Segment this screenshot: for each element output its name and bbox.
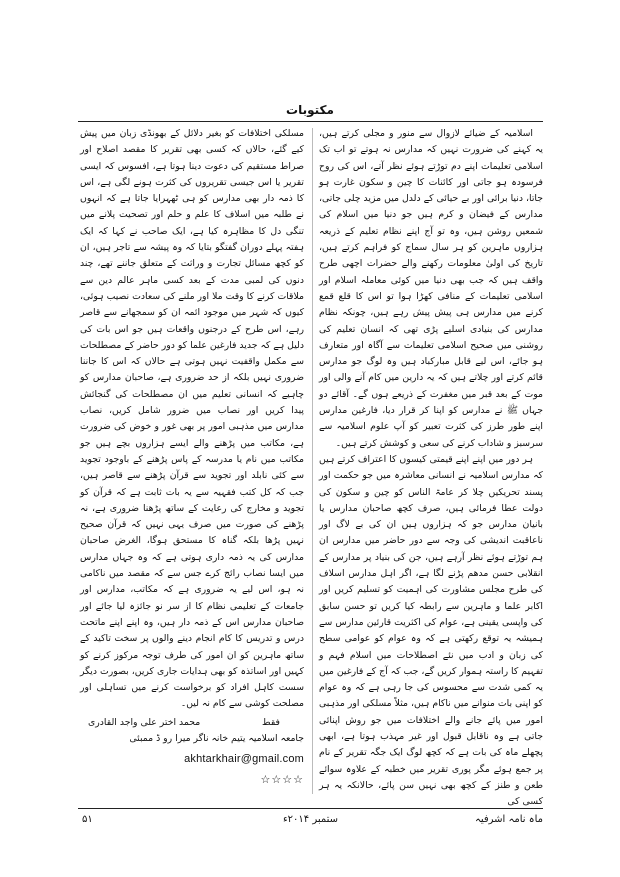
signature-label: فقط <box>262 716 280 728</box>
left-column <box>80 126 304 798</box>
footer-magazine-name: ماہ نامہ اشرفیہ <box>475 814 543 825</box>
footer-page-number: ۵۱ <box>82 814 93 825</box>
signature-institution: جامعہ اسلامیہ یتیم خانہ ناگر میرا رو ڈ ممبئی <box>129 732 304 744</box>
left-column-paragraph-1: مسلکی اختلافات کو بغیر دلائل کے بھونڈی زبان میں پیش کیے گئے، حالاں کہ کسی بھی تقریر کا مقصد اصلاح اور صراط مستقیم کی دعوت دینا ہوتا ہے، افسوس کہ ایسی تقریر یا اس جیسی تقریروں کی کثرت ہونے لگی ہے، اس کا ذمہ دار بھی مدارس کو ہی ٹھہرایا جاتا ہے کہ انہوں نے طلبہ میں اسلاف کا علم و حلم اور تصحیت پلانے میں تنگی دل کا مظاہرہ کیا ہے، ایک صاحب نے کہا کہ ایک ہفتہ پہلے دوران گفتگو بتایا کہ وہ پیشہ سے تاجر ہیں، ان کو کچھ مسائل تجارت و وراثت کے متعلق جاننے تھے، چند دنوں کی لمبی مدت کے بعد کسی ماہر عالم دین سے ملاقات کرنے کا وقت ملا اور ملنے کی سعادت نصیب ہوئی، کیوں کہ شہر میں موجود ائمہ ان کو سمجھانے سے قاصر رہے، اس طرح کے درجنوں واقعات ہیں جو اس بات کی دلیل ہے کہ جدید فارغین علما کو دور حاضر کے مصطلحات سے مکمل واقفیت نہیں ہوتی ہے حالاں کہ اس کا جاننا ضروری نہیں بلکہ از حد ضروری ہے، صاحبان مدارس کو چاہیے کہ انسانی تعلیم میں ان مصطلحات کی گنجائش پیدا کریں اور نصاب میں ضرور شامل کریں، نصاب مدارس میں مذہبی امور پر بھی غور و خوض کی ضرورت ہے، مکاتب میں پڑھنے والے ایسے ہزاروں بچے ہیں جو مکاتب میں نام یا مدرسہ کے پاس پڑھنے کے باوجود تجوید سے کئی نابلد اور تجوید سے قرآن پڑھنے سے قاصر ہیں، جب کہ کل کتب فقہیہ سے یہ بات ثابت ہے کہ قرآن کو تجوید و مخارج کی رعایت کے ساتھ پڑھنا ضروری ہے، نہ پڑھنے کی صورت میں صرف یہی نہیں کہ قرآن صحیح نہیں پڑھا بلکہ گناہ کا مستحق ہوگا، الغرض صاحبان مدارس کی یہ ذمہ داری ہوتی ہے کہ وہ جہاں مدارس میں ایسا نصاب رائج کرے جس سے کہ مقصد میں ناکامی نہ ہو، اس لیے یہ ضروری ہے کہ مکاتب، مدارس اور جامعات کے تعلیمی نظام کا از سر نو جائزہ لیا جائے اور صاحبان مدارس اس کے ذمہ دار ہیں، وہ اپنے اپنے ماتحت درس و تدریس کا کام انجام دینے والوں پر سخت تاکید کے ساتھ ماہرین کو ان امور کی طرف توجہ مرکوز کرنے کو کہیں اور اساتذہ کو بھی ہدایات جاری کریں، بصورت دیگر سست کاہل افراد کو برخواست کرنے میں تساہلی اور مصلحت کوشی سے کام نہ لیں۔ <box>80 128 304 710</box>
column-divider <box>312 128 313 794</box>
footer-issue-date: ستمبر ۲۰۱۴ء <box>282 814 339 825</box>
letter-signature <box>80 715 304 788</box>
right-column-paragraph-2: ہر دور میں اپنے اپنے قیمتی کیسوں کا اعتراف کرتے ہیں کہ مدارس اسلامیہ نے انسانی معاشرہ میں جو حکمت اور پسند تحریکیں چلا کر عامۃ الناس کو چین و سکون کی دولت عطا فرمائی ہیں، صرف کچھ صاحبان مدارس یا بانیان مدارس جو کہ ہزاروں ہیں ان کی بے لاگ اور ناعاقبت اندیشی کی وجہ سے دور حاضر میں مدارس ان ہم توڑتے ہوئے نظر آرہے ہیں، جن کی بنیاد پر مدارس کے انقلابی حسن مدھم پڑنے لگا ہے، اگر اہل مدارس اسلاف کی طرح مجلس مشاورت کی اہمیت کو تسلیم کریں اور اکابر علما و ماہرین سے رابطہ کیا کریں تو حسن سابق کی واپسی یقینی ہے، عوام کی اکثریت قارئین مدارس سے ہمیشہ یہ توقع رکھتی ہے کہ وہ عوام کو عوامی سطح کی زبان و ادب میں نئے اصطلاحات میں اسلام فہم و تفہیم کا راستہ ہموار کریں گے، جب کہ آج کے فارغین میں یہ کمی شدت سے محسوس کی جا رہی ہے کہ وہ عوام کو اپنی بات منوانے میں ناکام ہیں، مثلاً مسلکی اور مذہبی امور میں پائے جانے والے اختلافات میں جو روش اپنائی جاتی ہے وہ ناقابل قبول اور غیر مہذب ہوتا ہے، ابھی پچھلے ماہ کی بات ہے کہ کچھ لوگ ایک جگہ تقریر کے نام پر جمع ہوئے مگر پوری تقریر میں خطبہ کے علاوہ سوائے طعن و طنز کے کچھ بھی نہیں سن پائے، حالانکہ یہ ہر کسی کی <box>319 453 543 808</box>
page-footer <box>78 814 543 834</box>
right-column <box>319 126 543 808</box>
running-header: مکتوبات <box>286 103 334 117</box>
signature-name: محمد اختر علی واجد القادری <box>88 716 201 728</box>
section-end-stars: ☆☆☆☆ <box>260 772 304 786</box>
header-rule <box>78 121 543 122</box>
signature-line <box>80 715 304 731</box>
footer-rule <box>78 808 543 809</box>
right-column-paragraph-1: اسلامیہ کے ضیائے لازوال سے منور و مجلی کرتے ہیں، یہ کہنے کی ضرورت نہیں کہ مدارس نہ ہوتے تو اب تک اسلامی تعلیمات اپنے دم توڑتے ہوئے نظر آتے، اس کی روح فرسودہ ہو جاتی اور کائنات کا چین و سکون غارت ہو جاتا، دنیا برائی اور بے حیائی کے دلدل میں مزید چلی جاتی، مدارس کے فیضان و کرم ہیں جو دنیا میں اسلام کی شمعیں روشن ہیں، وہ تو آج اپنے نظام تعلیم کے ذریعہ ہزاروں ماہرین کو ہر سال سماج کو فراہم کرتے ہیں، تاریخ کی اولیٰ معلومات رکھنے والے حضرات اچھی طرح واقف ہیں کہ جب بھی دنیا میں کوئی معاملہ اسلام اور اسلامی تعلیمات کے منافی کھڑا ہوا تو اس کا قلع قمع کرنے میں مدارس ہی پیش پیش رہے ہیں، چونکہ نظام مدارس کی بنیادی اسلیے پڑی تھی کہ انسان تعلیم کی روشنی میں صحیح اسلامی تعلیمات سے آگاہ اور متعارف ہو جائے، اس لیے قابل مبارکباد ہیں وہ لوگ جو مدارس قائم کرتے اور چلاتے ہیں کہ یہ دارین میں کام آنے والی اور موت کے بعد قبر میں مغفرت کے ذریعے ہوں گے۔ آقائے دو جہاں ﷺ نے مدارس کو اپنا کر قرار دیا، فارغین مدارس اپنے طور طرز کی کثرت تعبیر کو آپ علوم اسلامیہ سے سرسبز و شاداب کرنے کی سعی و کوشش کرتے ہیں۔ <box>319 128 543 449</box>
signature-email: akhtarkhair@gmail.com <box>184 753 304 766</box>
